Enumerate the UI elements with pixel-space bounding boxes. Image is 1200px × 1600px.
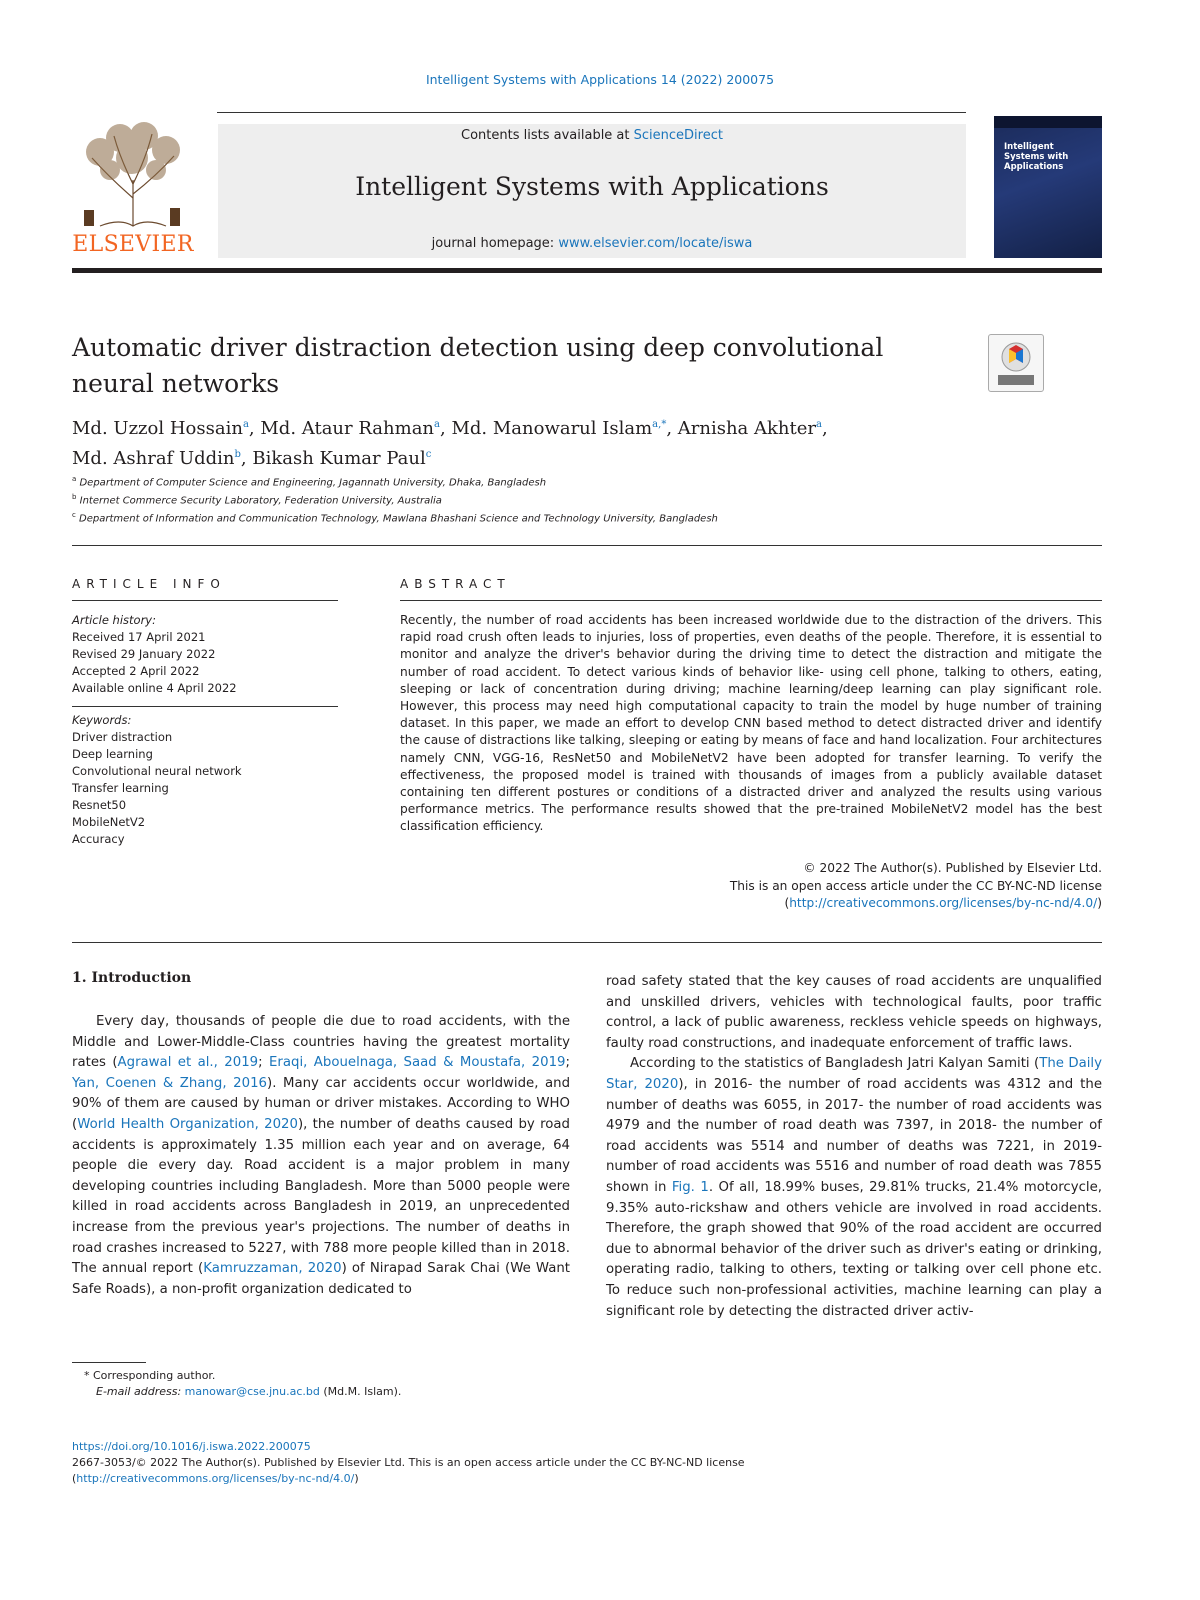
cover-top-bar: [994, 116, 1102, 128]
affiliation: [72, 493, 442, 506]
text-run: ) of Nirapad Sarak Chai (We Want Safe Roads), a non-profit organization dedicated to: [72, 1261, 570, 1297]
header-thick-rule: [72, 268, 1102, 273]
text-run: According to the statistics of Bangladesh Jatri Kalyan Samiti (: [630, 1056, 1040, 1072]
history-item: Available online 4 April 2022: [72, 681, 237, 695]
cover-title: Intelligent Systems with Applications: [1004, 142, 1069, 172]
keyword: Convolutional neural network: [72, 764, 242, 778]
affiliation-text: Department of Computer Science and Engineering, Jagannath University, Dhaka, Bangladesh: [79, 477, 547, 489]
paragraph: [606, 1054, 1102, 1322]
affiliation-marker: c: [72, 511, 76, 519]
abstract-rule: [400, 600, 1102, 601]
affiliation-marker: a: [72, 475, 77, 483]
author-affiliation-sup[interactable]: a: [816, 419, 822, 430]
keyword: Deep learning: [72, 747, 153, 761]
citation-link[interactable]: Agrawal et al., 2019: [117, 1055, 259, 1071]
citation-link[interactable]: World Health Organization, 2020: [77, 1116, 298, 1132]
license-line: This is an open access article under the CC BY-NC-ND license: [729, 878, 1102, 893]
homepage-line: [218, 236, 966, 251]
citation-link[interactable]: Kamruzzaman, 2020: [203, 1261, 342, 1277]
author-list: Md. Uzzol Hossain$^a$, Md. Ataur Rahman$^a$, Md. Manowarul Islam$^{a,*}$, Arnisha Akhter$^a$, Md. Ashraf Uddin$^b$, Bikash Kumar Paul$^c$: [72, 418, 828, 469]
author-name[interactable]: Md. Uzzol Hossain: [72, 418, 243, 439]
sciencedirect-link[interactable]: ScienceDirect: [633, 128, 723, 143]
license-url-line: (http://creativecommons.org/licenses/by-nc-nd/4.0/): [784, 896, 1102, 911]
corresponding-author-note: [72, 1368, 672, 1384]
history-item: Received 17 April 2021: [72, 630, 206, 644]
author-affiliation-sup[interactable]: a,*: [652, 419, 667, 430]
body-column-left: [72, 1012, 570, 1300]
header-rule: [217, 112, 966, 113]
abstract-text: Recently, the number of road accidents has been increased worldwide due to the distraction of the drivers. This rapid road crush often leads to injuries, loss of properties, even deaths of the people. Therefore, it is essential to monitor and analyze the driver's behavior during the driving time to detect the distraction and mitigate the number of road accident. To detect various kinds of behavior like- using cell phone, talking to others, eating, sleeping or lack of concentration during driving; machine learning/deep learning can play significant role. However, this process may need high computational capacity to train the model by huge number of training dataset. In this paper, we made an effort to develop CNN based method to detect distracted driver and identify the cause of distractions like talking, sleeping or eating by means of face and hand localization. Four architectures namely CNN, VGG-16, ResNet50 and MobileNetV2 have been adopted for transfer learning. To verify the effectiveness, the proposed model is trained with thousands of images from a publicly available dataset containing ten different postures or conditions of a distracted driver and analyzed the results using various performance metrics. The performance results showed that the pre-trained MobileNetV2 model has the best classification efficiency.: [400, 613, 1102, 834]
paragraph: road safety stated that the key causes of road accidents are unqualified and unskilled drivers, vehicles with technological faults, poor traffic control, a lack of public awareness, reckless vehicle speeds on highways, faulty road constructions, and inadequate enforcement of traffic laws.: [606, 974, 1102, 1051]
keyword: Accuracy: [72, 832, 125, 846]
paragraph: [72, 1012, 570, 1300]
author-affiliation-sup[interactable]: c: [425, 449, 432, 460]
text-run: . Of all, 18.99% buses, 29.81% trucks, 21.4% motorcycle, 9.35% auto-rickshaw and others vehicle are involved in road accidents. Therefore, the graph showed that 90% of the road accident are occurred due to abnormal behavior of the driver such as driver's eating or drinking, operating radio, talking to others, texting or talking over cell phone etc. To reduce such non-professional activities, machine learning can play a significant role by detecting the distracted driver activ-: [606, 1179, 1102, 1319]
affiliation-marker: b: [72, 493, 77, 501]
text-run: Every day, thousands of people die due to road accidents, with the Middle and Lower-Middle-Class countries having the greatest mortality rates (: [72, 1014, 570, 1071]
abstract-heading: ABSTRACT: [400, 577, 511, 591]
author-name[interactable]: Arnisha Akhter: [677, 418, 816, 439]
footnote-text: Corresponding author.: [93, 1369, 216, 1382]
abstract-copyright: [400, 860, 1102, 913]
doi-link[interactable]: https://doi.org/10.1016/j.iswa.2022.200075: [72, 1440, 311, 1453]
author-name[interactable]: Md. Ataur Rahman: [260, 418, 435, 439]
author-name[interactable]: Bikash Kumar Paul: [252, 448, 426, 469]
author-affiliation-sup[interactable]: a: [434, 419, 440, 430]
keywords-label: Keywords:: [72, 713, 132, 727]
author-name[interactable]: Md. Ashraf Uddin: [72, 448, 235, 469]
body-column-right: [606, 972, 1102, 1322]
affiliation-text: Internet Commerce Security Laboratory, Federation University, Australia: [79, 495, 442, 507]
keywords-list: [72, 712, 338, 848]
section-heading-introduction: 1. Introduction: [72, 970, 192, 986]
contents-line: [218, 128, 966, 143]
footnote-rule: [72, 1362, 146, 1363]
homepage-prefix: journal homepage:: [431, 236, 559, 251]
contents-prefix: Contents lists available at: [461, 128, 634, 143]
journal-cover-image: [994, 116, 1102, 258]
affiliation-text: Department of Information and Communication Technology, Mawlana Bhashani Science and Technology University, Bangladesh: [79, 513, 718, 525]
citation-link[interactable]: The Daily Star, 2020: [606, 1056, 1102, 1092]
author-affiliation-sup[interactable]: a: [242, 419, 249, 430]
author-name[interactable]: Md. Manowarul Islam: [451, 418, 653, 439]
citation-link[interactable]: Eraqi, Abouelnaga, Saad & Moustafa, 2019: [269, 1055, 566, 1071]
figure-link[interactable]: Fig. 1: [671, 1179, 709, 1195]
keyword: Driver distraction: [72, 730, 173, 744]
email-note: [72, 1384, 672, 1400]
journal-title: Intelligent Systems with Applications: [355, 172, 829, 201]
footer-license-line: (http://creativecommons.org/licenses/by-nc-nd/4.0/): [72, 1472, 359, 1485]
footnote: [72, 1368, 672, 1400]
footnote-marker: *: [84, 1369, 90, 1382]
footer-license-link[interactable]: http://creativecommons.org/licenses/by-nc-nd/4.0/: [76, 1472, 355, 1485]
keywords-rule: [72, 706, 338, 707]
email-link[interactable]: manowar@cse.jnu.ac.bd: [184, 1385, 320, 1398]
copyright-line: © 2022 The Author(s). Published by Elsevier Ltd.: [803, 861, 1102, 875]
history-item: Revised 29 January 2022: [72, 647, 216, 661]
email-label: E-mail address:: [96, 1385, 185, 1398]
article-info-rule: [72, 600, 338, 601]
issn-license-line: 2667-3053/© 2022 The Author(s). Published by Elsevier Ltd. This is an open access article under the CC BY-NC-ND license: [72, 1456, 745, 1469]
article-history: [72, 612, 338, 697]
check-for-updates-icon[interactable]: [988, 334, 1044, 392]
article-info-heading: ARTICLE INFO: [72, 577, 226, 591]
keyword: MobileNetV2: [72, 815, 146, 829]
homepage-link[interactable]: www.elsevier.com/locate/iswa: [558, 236, 753, 251]
text-run: ), in 2016- the number of road accidents was 4312 and the number of deaths was 6055, in 2017- the number of road accidents was 4979 and the number of road death was 7397, in 2018- the number of road accidents was 5514 and number of deaths was 7221, in 2019- number of road accidents was 5516 and number of road death was 7855 shown in: [606, 1076, 1103, 1195]
text-run: ;: [565, 1055, 570, 1071]
keyword: Transfer learning: [72, 781, 169, 795]
elsevier-wordmark: ELSEVIER: [72, 232, 194, 257]
paper-title: Automatic driver distraction detection using deep convolutional neural networks: [72, 333, 884, 398]
author-affiliation-sup[interactable]: b: [234, 449, 241, 460]
section-rule: [72, 545, 1102, 546]
history-item: Accepted 2 April 2022: [72, 664, 200, 678]
section-rule: [72, 942, 1102, 943]
text-run: ). Many car accidents occur worldwide, and 90% of them are caused by human or driver mistakes. According to WHO (: [72, 1075, 571, 1132]
affiliation: [72, 511, 718, 524]
citation-link[interactable]: Yan, Coenen & Zhang, 2016: [72, 1075, 267, 1091]
text-run: ), the number of deaths caused by road accidents is approximately 1.35 million each year and on average, 64 people die every day. Road accident is a major problem in many developing countries including Bangladesh. More than 5000 people were killed in road accidents across Bangladesh in 2019, an unprecedented increase from the previous year's projections. The number of deaths in road crashes increased to 5227, with 788 more people killed than in 2018. The annual report (: [72, 1116, 570, 1277]
history-label: Article history:: [72, 613, 156, 627]
email-suffix: (Md.M. Islam).: [319, 1385, 402, 1398]
journal-reference[interactable]: Intelligent Systems with Applications 14 (2022) 200075: [425, 72, 775, 87]
affiliation: [72, 475, 546, 488]
text-run: ;: [258, 1055, 270, 1071]
keyword: Resnet50: [72, 798, 127, 812]
license-link[interactable]: http://creativecommons.org/licenses/by-nc-nd/4.0/: [789, 896, 1098, 911]
